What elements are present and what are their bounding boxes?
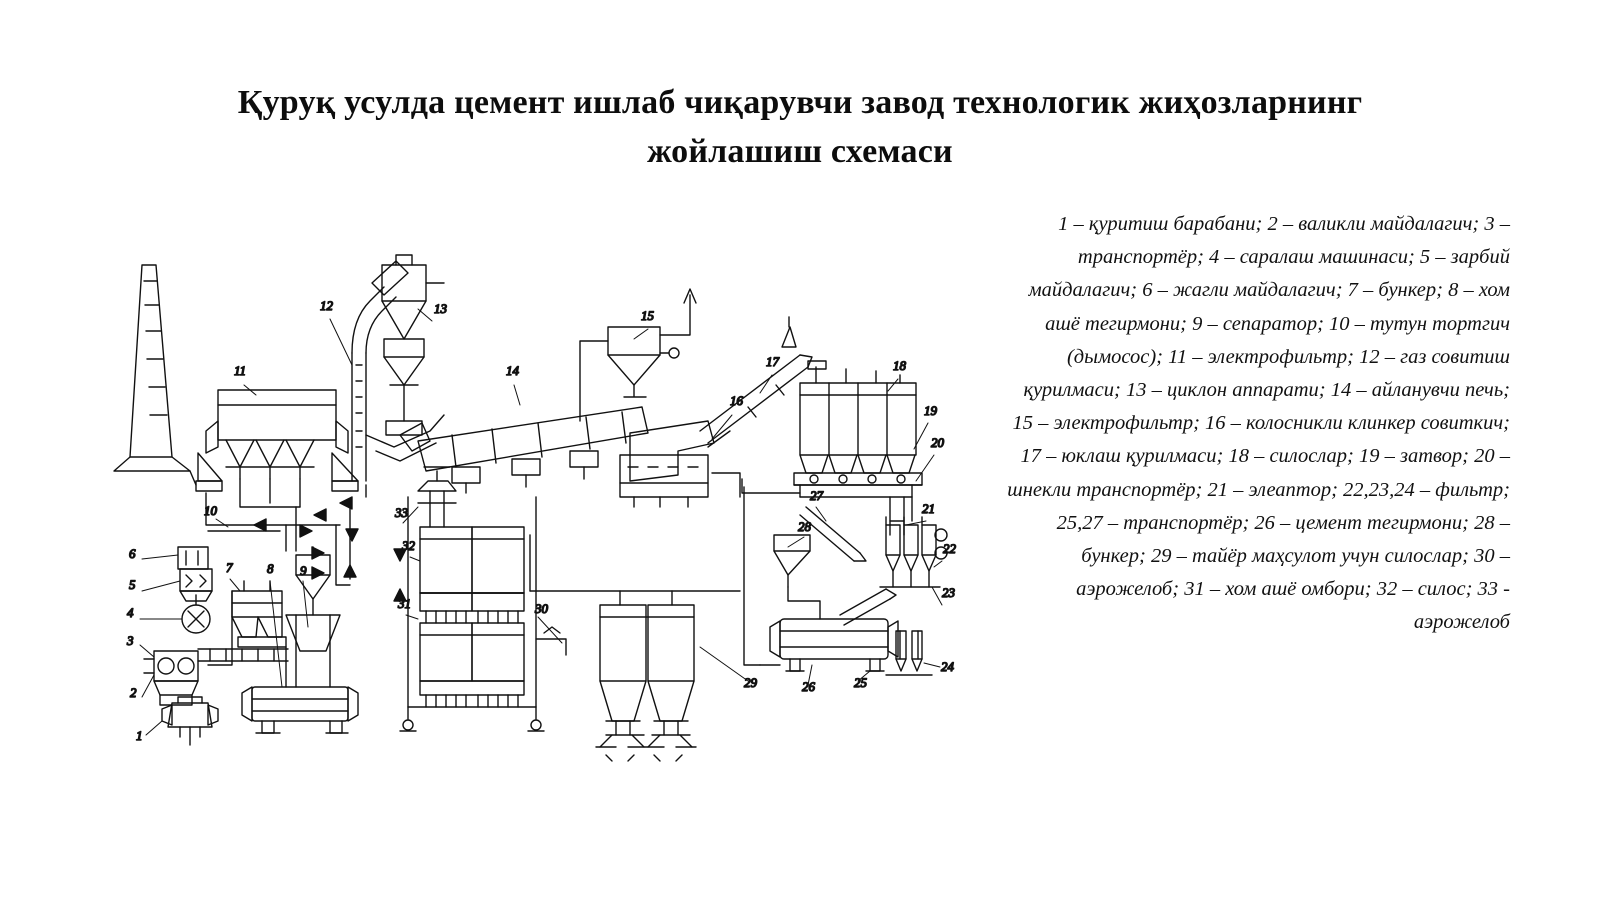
callout-20: 20 [931, 435, 944, 450]
callout-3: 3 [127, 633, 134, 648]
gas-piping-network [206, 479, 406, 601]
callout-32: 32 [402, 538, 415, 553]
mill-feed-line [744, 487, 820, 665]
elevator-21 [890, 497, 904, 535]
loading-device-17 [700, 317, 812, 493]
callout-11: 11 [234, 363, 247, 378]
kiln-gas-duct [366, 415, 444, 461]
callout-26: 26 [802, 679, 815, 694]
page-title: Қуруқ усулда цемент ишлаб чиқарувчи завод технологик жиҳозларнинг жойлашиш схемаси [237, 84, 1363, 171]
filter-24 [886, 631, 932, 675]
callout-33: 33 [395, 505, 408, 520]
callout-25: 25 [854, 675, 867, 690]
cyclone-13 [382, 255, 444, 435]
callout-27: 27 [810, 488, 823, 503]
process-flow-diagram [100, 235, 1000, 795]
callout-2: 2 [130, 685, 137, 700]
silos-18 [794, 361, 922, 485]
callout-7: 7 [226, 560, 233, 575]
callout-13: 13 [434, 301, 447, 316]
chimney-stack [114, 265, 190, 471]
product-silos-29 [530, 535, 740, 761]
jaw-crusher-6 [178, 547, 208, 569]
callout-28: 28 [798, 519, 811, 534]
conveyor-3 [198, 649, 288, 661]
cement-mill-26 [770, 619, 898, 671]
callout-1: 1 [136, 728, 143, 743]
electrofilter-11 [190, 390, 358, 491]
callout-5: 5 [129, 577, 136, 592]
legend-text: 1 – қуритиш барабани; 2 – валикли майдалагич; 3 – транспортёр; 4 – саралаш машинаси; 5 – зарбий майдалагич; 6 – жагли майдалагич; 7 – бункер; 8 – хом ашё тегирмони; 9 – сепаратор; 10 – тутун тортгич (дымосос); 11 – электрофильтр; 12 – газ совитиш қурилмаси; 13 – циклон аппарати; 14 – айланувчи печь; 15 – электрофильтр; 16 – колосникли клинкер совиткич; 17 – юклаш қурилмаси; 18 – силослар; 19 – затвор; 20 – шнекли транспортёр; 21 – элеаптор; 22,23,24 – фильтр; 25,27 – транспортёр; 26 – цемент тегирмони; 28 – бункер; 29 – тайёр маҳсулот учун силослар; 30 – аэрожелоб; 31 – хом ашё омбори; 32 – силос; 33 - аэрожелоб [1007, 213, 1510, 634]
callout-22: 22 [943, 541, 956, 556]
feed-lines-left [190, 525, 286, 745]
callout-9: 9 [300, 563, 307, 578]
callout-8: 8 [267, 561, 274, 576]
callout-23: 23 [942, 585, 955, 600]
callout-21: 21 [922, 501, 935, 516]
callout-31: 31 [398, 596, 411, 611]
conveyor-27 [800, 507, 866, 561]
callout-4: 4 [127, 605, 134, 620]
clinker-cooler-16 [620, 421, 740, 507]
hopper-28 [774, 535, 810, 587]
callout-24: 24 [941, 659, 954, 674]
callout-30: 30 [535, 601, 548, 616]
raw-mill-8 [242, 687, 358, 733]
callout-16: 16 [730, 393, 743, 408]
callout-18: 18 [893, 358, 906, 373]
callout-15: 15 [641, 308, 654, 323]
callout-19: 19 [924, 403, 937, 418]
callout-10: 10 [204, 503, 217, 518]
gas-cooler-12 [352, 261, 408, 481]
callout-14: 14 [506, 363, 519, 378]
aerogelob-33 [418, 467, 456, 527]
callout-29: 29 [744, 675, 757, 690]
callout-6: 6 [129, 546, 136, 561]
callout-17: 17 [766, 354, 779, 369]
electrofilter-15 [580, 289, 696, 421]
callout-12: 12 [320, 298, 333, 313]
raw-silos-31-32 [400, 497, 544, 731]
callout-numbers [126, 298, 957, 743]
